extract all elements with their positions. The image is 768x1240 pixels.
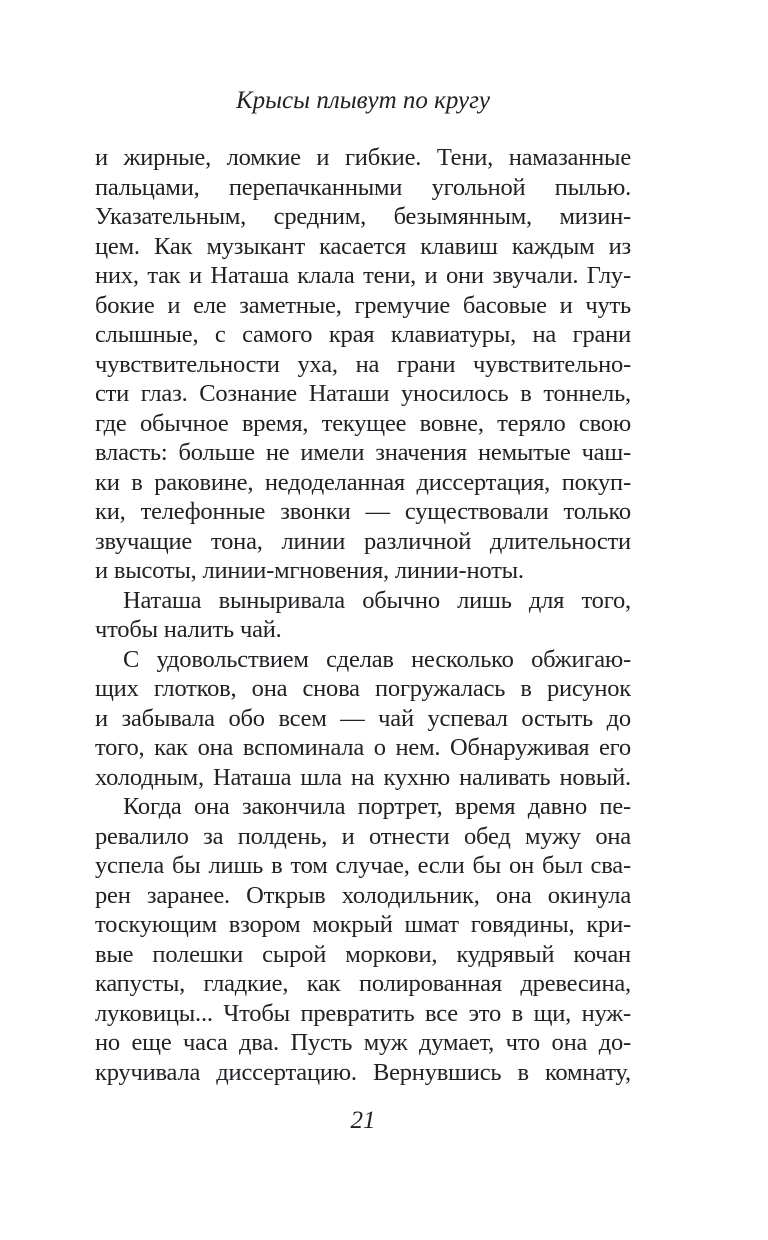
text-line: холодным, Наташа шла на кухню наливать новый. — [95, 763, 631, 791]
text-line: и высоты, линии-мгновения, линии-ноты. — [95, 557, 524, 584]
text-line: Наташа выныривала обычно лишь для того, — [123, 586, 631, 614]
text-line: Когда она закончила портрет, время давно пе- — [123, 793, 631, 820]
text-line: тоскующим взором мокрый шмат говядины, кри- — [95, 911, 631, 938]
text-line: Указательным, средним, безымянным, мизин- — [95, 203, 631, 230]
text-line: сти глаз. Сознание Наташи уносилось в тоннель, — [95, 380, 631, 407]
text-line: власть: больше не имели значения немытые чаш- — [95, 439, 631, 466]
text-line: рен заранее. Открыв холодильник, она окинула — [95, 881, 631, 909]
text-line: звучащие тона, линии различной длительности — [95, 527, 631, 555]
text-line: ревалило за полдень, и отнести обед мужу она — [95, 822, 631, 850]
text-line: ки, телефонные звонки — существовали только — [95, 498, 631, 525]
text-line: и жирные, ломкие и гибкие. Тени, намазанные — [95, 144, 631, 171]
text-line: успела бы лишь в том случае, если бы он был сва- — [95, 852, 631, 879]
text-line: щих глотков, она снова погружалась в рисунок — [95, 675, 631, 702]
text-line: вые полешки сырой моркови, кудрявый кочан — [95, 940, 631, 968]
text-line: луковицы... Чтобы превратить все это в щи, нуж- — [95, 999, 631, 1027]
text-line: чувствительности уха, на грани чувствительно- — [95, 350, 631, 378]
page-number: 21 — [350, 1107, 376, 1134]
text-line: ки в раковине, недоделанная диссертация, покуп- — [95, 468, 631, 496]
text-line: слышные, с самого края клавиатуры, на грани — [95, 321, 631, 348]
text-line: но еще часа два. Пусть муж думает, что она до- — [95, 1029, 631, 1056]
text-line: бокие и еле заметные, гремучие басовые и чуть — [95, 291, 631, 319]
text-line: того, как она вспоминала о нем. Обнаруживая его — [95, 734, 631, 761]
text-line: где обычное время, текущее вовне, теряло свою — [95, 409, 631, 437]
text-line: пальцами, перепачканными угольной пылью. — [95, 173, 631, 201]
text-line: чтобы налить чай. — [95, 616, 282, 643]
text-line: и забывала обо всем — чай успевал остыть до — [95, 704, 631, 732]
text-line: капусты, гладкие, как полированная древесина, — [95, 970, 631, 997]
text-line: цем. Как музыкант касается клавиш каждым из — [95, 232, 631, 260]
text-line: них, так и Наташа клала тени, и они звучали. Глу- — [95, 262, 631, 289]
running-header: Крысы плывут по кругу — [236, 87, 490, 114]
text-line: С удовольствием сделав несколько обжигаю- — [123, 645, 631, 673]
text-line: кручивала диссертацию. Вернувшись в комнату, — [95, 1058, 631, 1086]
page-text — [95, 143, 631, 1087]
